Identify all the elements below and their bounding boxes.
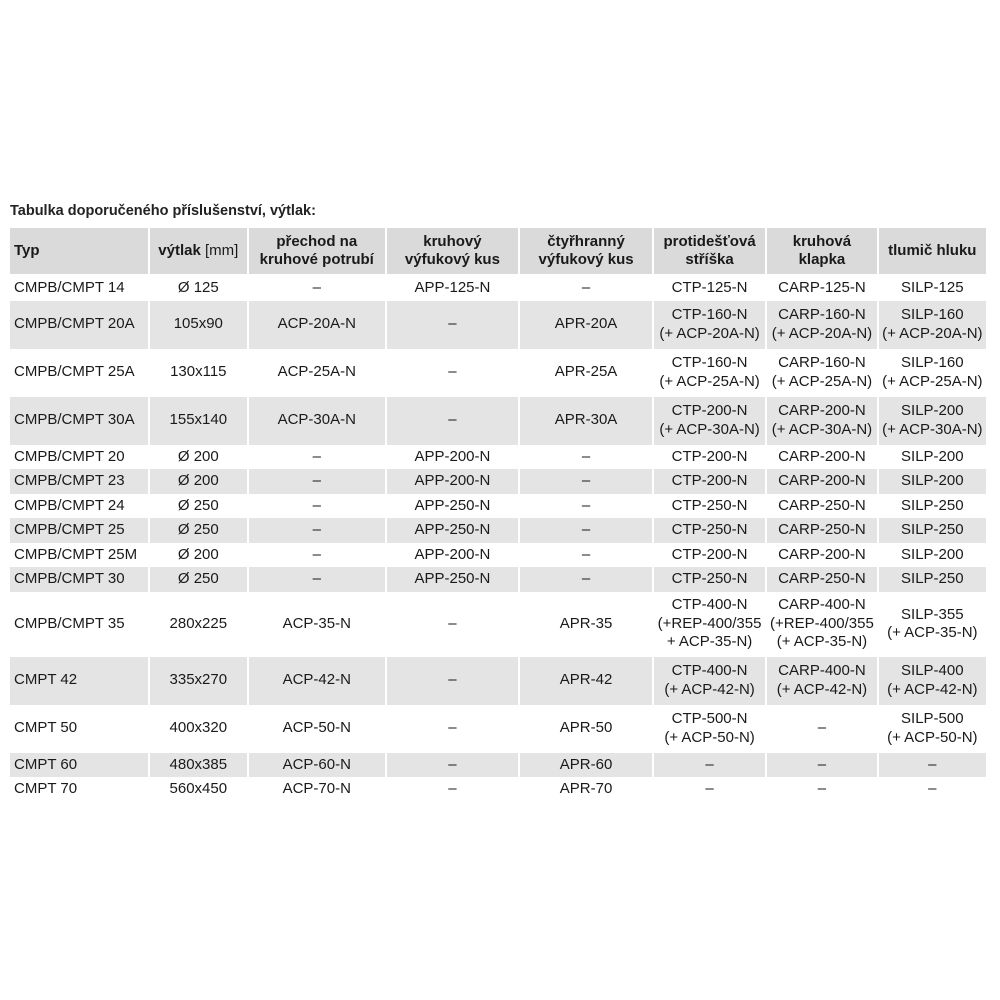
cell-strisko-line: (+ ACP-25A-N)	[659, 372, 760, 390]
cell-tlumic-line: SILP-160	[901, 306, 964, 323]
header-vytlak-label: výtlak	[158, 241, 201, 259]
cell-ctyrhranny: APR-35	[559, 614, 613, 632]
header-row	[10, 228, 986, 276]
cell-klapka-line: CARP-250-N	[778, 521, 866, 538]
cell-prechod: ACP-25A-N	[277, 363, 356, 381]
table-row	[10, 567, 986, 592]
table-row	[10, 276, 986, 301]
header-kruhovy	[387, 228, 519, 276]
cell-ctyrhranny: –	[520, 518, 652, 543]
cell-strisko	[654, 705, 765, 753]
cell-tlumic-line: SILP-160	[901, 354, 964, 371]
cell-vytlak: Ø 250	[150, 567, 247, 592]
cell-tlumic-line: –	[928, 780, 937, 797]
cell-strisko	[654, 469, 765, 494]
cell-klapka	[767, 777, 876, 802]
cell-strisko	[654, 518, 765, 543]
cell-tlumic-line: (+ ACP-42-N)	[887, 680, 978, 698]
cell-strisko-line: (+ ACP-30A-N)	[659, 420, 760, 438]
cell-klapka	[767, 657, 876, 705]
cell-ctyrhranny: APR-70	[559, 780, 613, 797]
cell-kruhovy: –	[448, 363, 457, 381]
table-row	[10, 543, 986, 568]
cell-typ: CMPB/CMPT 25M	[14, 545, 138, 563]
header-kruhovy-line: výfukový kus	[404, 251, 500, 268]
cell-kruhovy: APP-200-N	[387, 469, 519, 494]
cell-prechod: –	[312, 279, 321, 296]
cell-vytlak: Ø 200	[150, 469, 247, 494]
cell-strisko-line: CTP-250-N	[671, 570, 748, 587]
cell-tlumic-line: SILP-200	[901, 545, 964, 563]
cell-vytlak: Ø 200	[177, 447, 219, 465]
cell-strisko-line: CTP-200-N	[671, 472, 748, 489]
cell-kruhovy: APP-250-N	[387, 567, 519, 592]
cell-strisko-line: CTP-400-N	[671, 662, 748, 679]
cell-strisko	[654, 592, 765, 657]
cell-strisko-line: (+ ACP-20A-N)	[659, 324, 760, 342]
cell-ctyrhranny: –	[581, 279, 591, 296]
cell-klapka-line: (+ ACP-42-N)	[776, 680, 868, 698]
table-row	[10, 301, 986, 349]
cell-strisko	[654, 494, 765, 519]
table-body	[10, 276, 986, 802]
cell-kruhovy: APP-200-N	[414, 545, 491, 563]
cell-vytlak: 400x320	[169, 719, 228, 737]
cell-tlumic	[879, 777, 986, 802]
cell-strisko-line: CTP-200-N	[671, 447, 748, 465]
cell-tlumic	[879, 518, 986, 543]
cell-typ: CMPT 60	[10, 753, 148, 778]
table-row	[10, 753, 986, 778]
header-typ: Typ	[10, 228, 148, 276]
cell-strisko	[654, 777, 765, 802]
table-row	[10, 518, 986, 543]
cell-prechod: ACP-50-N	[282, 719, 351, 737]
cell-prechod: –	[312, 496, 321, 514]
cell-klapka	[767, 592, 876, 657]
cell-tlumic-line: –	[928, 755, 937, 773]
cell-klapka-line: CARP-400-N	[778, 596, 866, 614]
cell-tlumic	[879, 543, 986, 568]
cell-kruhovy: –	[387, 657, 519, 705]
cell-ctyrhranny: APR-30A	[520, 397, 652, 445]
cell-klapka	[767, 705, 876, 753]
accessories-table	[8, 228, 988, 802]
cell-tlumic	[879, 494, 986, 519]
cell-typ: CMPB/CMPT 24	[14, 496, 125, 514]
cell-klapka	[767, 445, 876, 470]
header-klapka	[767, 228, 876, 276]
table-row	[10, 777, 986, 802]
cell-klapka-line: CARP-200-N	[778, 447, 866, 465]
cell-tlumic-line: SILP-250	[901, 570, 964, 587]
cell-strisko	[654, 753, 765, 778]
header-ctyrhranny-line: výfukový kus	[538, 251, 634, 268]
cell-klapka-line: (+ ACP-20A-N)	[771, 324, 873, 342]
cell-vytlak: 280x225	[169, 614, 228, 632]
cell-strisko	[654, 543, 765, 568]
cell-tlumic-line: SILP-250	[901, 521, 964, 538]
cell-vytlak: 130x115	[170, 363, 227, 381]
cell-kruhovy: –	[387, 301, 519, 349]
header-strisko	[654, 228, 765, 276]
cell-strisko-line: –	[705, 780, 714, 797]
cell-strisko-line: CTP-125-N	[671, 279, 748, 296]
table-row	[10, 349, 986, 397]
cell-strisko-line: + ACP-35-N)	[666, 633, 753, 651]
cell-tlumic-line: SILP-355	[901, 605, 964, 623]
cell-tlumic	[879, 469, 986, 494]
cell-vytlak: Ø 250	[177, 496, 219, 514]
cell-klapka	[767, 276, 876, 301]
cell-tlumic-line: SILP-250	[901, 496, 964, 514]
cell-typ: CMPT 42	[10, 657, 148, 705]
cell-strisko	[654, 445, 765, 470]
cell-tlumic	[879, 445, 986, 470]
cell-tlumic	[879, 567, 986, 592]
cell-strisko	[654, 276, 765, 301]
cell-typ: CMPB/CMPT 30	[10, 567, 148, 592]
cell-klapka-line: (+ ACP-30A-N)	[771, 420, 873, 438]
table-row	[10, 469, 986, 494]
cell-strisko	[654, 301, 765, 349]
cell-klapka-line: CARP-250-N	[778, 570, 866, 587]
cell-strisko	[654, 657, 765, 705]
cell-strisko-line: (+ ACP-50-N)	[664, 728, 755, 746]
cell-vytlak: Ø 250	[150, 518, 247, 543]
cell-klapka-line: –	[817, 719, 827, 737]
cell-klapka-line: (+ ACP-35-N)	[776, 633, 868, 651]
cell-klapka-line: CARP-250-N	[778, 496, 866, 514]
cell-strisko-line: CTP-250-N	[671, 521, 748, 538]
cell-tlumic-line: (+ ACP-35-N)	[887, 624, 978, 641]
table-row	[10, 592, 986, 657]
cell-klapka-line: CARP-400-N	[778, 662, 866, 679]
cell-typ: CMPT 50	[14, 719, 78, 737]
cell-tlumic-line: (+ ACP-20A-N)	[882, 324, 983, 342]
table-caption: Tabulka doporučeného příslušenství, výtlak:	[10, 203, 316, 219]
cell-kruhovy: APP-250-N	[387, 518, 519, 543]
table-row	[10, 397, 986, 445]
cell-prechod: ACP-30A-N	[249, 397, 385, 445]
cell-klapka-line: (+REP-400/355	[770, 614, 874, 632]
header-ctyrhranny-line: čtyřhranný	[547, 232, 625, 250]
cell-klapka	[767, 494, 876, 519]
header-ctyrhranny	[520, 228, 652, 276]
cell-kruhovy: APP-250-N	[414, 496, 491, 514]
cell-tlumic	[879, 301, 986, 349]
cell-tlumic	[879, 705, 986, 753]
table-row	[10, 445, 986, 470]
cell-tlumic-line: (+ ACP-50-N)	[887, 728, 978, 746]
cell-kruhovy: APP-200-N	[414, 447, 491, 465]
cell-ctyrhranny: APR-20A	[520, 301, 652, 349]
cell-ctyrhranny: APR-60	[520, 753, 652, 778]
cell-strisko-line: CTP-200-N	[671, 545, 748, 563]
cell-klapka-line: (+ ACP-25A-N)	[771, 372, 873, 390]
cell-strisko-line: CTP-160-N	[671, 306, 748, 323]
cell-tlumic	[879, 349, 986, 397]
cell-vytlak: 105x90	[150, 301, 247, 349]
cell-ctyrhranny: APR-25A	[554, 363, 618, 381]
cell-tlumic-line: SILP-200	[901, 472, 964, 489]
cell-strisko-line: CTP-250-N	[671, 496, 748, 514]
cell-tlumic	[879, 592, 986, 657]
cell-ctyrhranny: –	[581, 545, 591, 563]
cell-kruhovy: –	[387, 753, 519, 778]
cell-typ: CMPB/CMPT 35	[14, 614, 125, 632]
cell-tlumic	[879, 397, 986, 445]
cell-prechod: –	[249, 567, 385, 592]
cell-klapka	[767, 518, 876, 543]
cell-strisko-line: CTP-160-N	[671, 354, 748, 371]
cell-ctyrhranny: APR-50	[559, 719, 613, 737]
header-klapka-line: kruhová	[792, 232, 852, 250]
cell-tlumic-line: SILP-125	[901, 279, 964, 296]
cell-strisko	[654, 567, 765, 592]
header-tlumic: tlumič hluku	[879, 228, 986, 276]
cell-kruhovy: –	[448, 780, 457, 797]
cell-typ: CMPB/CMPT 23	[10, 469, 148, 494]
header-klapka-line: klapka	[798, 251, 846, 268]
header-prechod-line: kruhové potrubí	[259, 251, 374, 268]
cell-klapka	[767, 397, 876, 445]
cell-strisko	[654, 397, 765, 445]
cell-tlumic-line: (+ ACP-25A-N)	[882, 372, 983, 390]
cell-klapka-line: –	[817, 780, 827, 797]
cell-strisko	[654, 349, 765, 397]
cell-tlumic-line: SILP-200	[901, 402, 964, 419]
cell-prechod: –	[249, 518, 385, 543]
cell-strisko-line: CTP-400-N	[671, 596, 748, 614]
cell-kruhovy: –	[448, 614, 457, 632]
cell-typ: CMPB/CMPT 25A	[14, 363, 135, 381]
header-prechod	[249, 228, 385, 276]
cell-klapka-line: CARP-200-N	[778, 402, 866, 419]
header-vytlak	[150, 228, 247, 276]
cell-klapka-line: –	[817, 755, 827, 773]
cell-tlumic-line: SILP-400	[901, 662, 964, 679]
cell-typ: CMPB/CMPT 14	[14, 279, 125, 296]
cell-ctyrhranny: –	[520, 567, 652, 592]
header-strisko-line: protidešťová	[663, 232, 756, 250]
cell-typ: CMPB/CMPT 25	[10, 518, 148, 543]
table-row	[10, 494, 986, 519]
cell-prechod: ACP-70-N	[282, 780, 351, 797]
cell-tlumic-line: SILP-500	[901, 710, 964, 727]
cell-klapka-line: CARP-200-N	[778, 545, 866, 563]
cell-tlumic-line: (+ ACP-30A-N)	[882, 420, 983, 438]
cell-strisko-line: CTP-500-N	[671, 710, 748, 727]
cell-prechod: –	[249, 469, 385, 494]
cell-klapka-line: CARP-160-N	[778, 354, 866, 371]
cell-prechod: ACP-42-N	[249, 657, 385, 705]
header-prechod-line: přechod na	[276, 232, 358, 250]
cell-typ: CMPB/CMPT 20A	[10, 301, 148, 349]
table-row	[10, 705, 986, 753]
cell-klapka	[767, 301, 876, 349]
cell-ctyrhranny: –	[581, 447, 591, 465]
cell-klapka	[767, 567, 876, 592]
cell-prechod: –	[312, 545, 321, 563]
cell-kruhovy: –	[387, 397, 519, 445]
cell-typ: CMPB/CMPT 20	[14, 447, 125, 465]
cell-typ: CMPT 70	[14, 780, 78, 797]
cell-tlumic	[879, 657, 986, 705]
header-kruhovy-line: kruhový	[423, 232, 482, 250]
cell-klapka	[767, 469, 876, 494]
cell-ctyrhranny: APR-42	[520, 657, 652, 705]
cell-klapka-line: CARP-160-N	[778, 306, 866, 323]
cell-vytlak: 335x270	[150, 657, 247, 705]
cell-tlumic-line: SILP-200	[901, 447, 964, 465]
header-strisko-line: stříška	[685, 251, 734, 268]
cell-klapka	[767, 543, 876, 568]
cell-strisko-line: CTP-200-N	[671, 402, 748, 419]
cell-strisko-line: (+REP-400/355	[657, 614, 762, 632]
cell-vytlak: Ø 125	[177, 279, 219, 296]
cell-klapka-line: CARP-200-N	[778, 472, 866, 489]
cell-strisko-line: (+ ACP-42-N)	[664, 680, 755, 698]
cell-prechod: –	[312, 447, 321, 465]
header-vytlak-unit: [mm]	[205, 241, 239, 259]
cell-ctyrhranny: –	[581, 496, 591, 514]
cell-prechod: ACP-35-N	[282, 614, 351, 632]
cell-prechod: ACP-60-N	[249, 753, 385, 778]
cell-kruhovy: –	[448, 719, 457, 737]
cell-vytlak: 560x450	[169, 780, 228, 797]
cell-klapka	[767, 349, 876, 397]
cell-typ: CMPB/CMPT 30A	[10, 397, 148, 445]
cell-vytlak: Ø 200	[177, 545, 219, 563]
cell-vytlak: 155x140	[150, 397, 247, 445]
cell-klapka	[767, 753, 876, 778]
cell-prechod: ACP-20A-N	[249, 301, 385, 349]
cell-vytlak: 480x385	[150, 753, 247, 778]
cell-kruhovy: APP-125-N	[414, 279, 491, 296]
cell-ctyrhranny: –	[520, 469, 652, 494]
cell-strisko-line: –	[705, 755, 714, 773]
cell-klapka-line: CARP-125-N	[778, 279, 866, 296]
cell-tlumic	[879, 753, 986, 778]
table-row	[10, 657, 986, 705]
cell-tlumic	[879, 276, 986, 301]
